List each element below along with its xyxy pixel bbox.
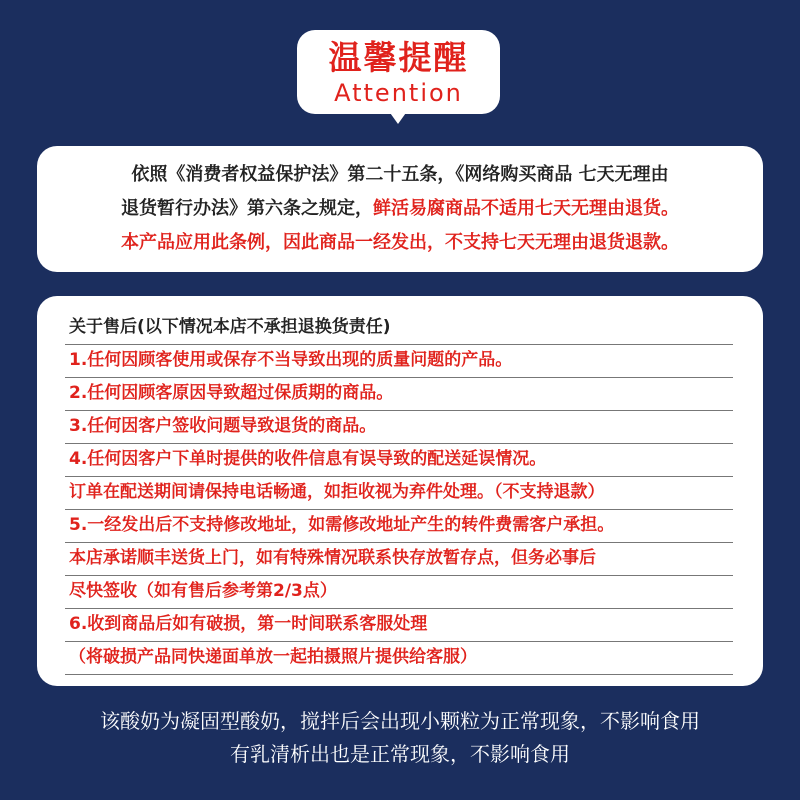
policy-item: 订单在配送期间请保持电话畅通，如拒收视为弃件处理。（不支持退款）	[65, 477, 733, 510]
after-sales-policy-card	[37, 296, 763, 686]
legal-notice-card	[37, 146, 763, 272]
policy-item: 4.任何因客户下单时提供的收件信息有误导致的配送延误情况。	[65, 444, 733, 477]
policy-list	[65, 312, 733, 675]
policy-item: 1.任何因顾客使用或保存不当导致出现的质量问题的产品。	[65, 345, 733, 378]
footer-line-1: 该酸奶为凝固型酸奶，搅拌后会出现小颗粒为正常现象，不影响食用	[100, 709, 700, 733]
policy-item: 本店承诺顺丰送货上门，如有特殊情况联系快存放暂存点，但务必事后	[65, 543, 733, 576]
policy-item: （将破损产品同快递面单放一起拍摄照片提供给客服）	[65, 642, 733, 675]
policy-item: 3.任何因客户签收问题导致退货的商品。	[65, 411, 733, 444]
policy-heading: 关于售后(以下情况本店不承担退换货责任)	[65, 312, 733, 345]
footer-line-2: 有乳清析出也是正常现象，不影响食用	[230, 742, 570, 766]
policy-item: 尽快签收（如有售后参考第2/3点）	[65, 576, 733, 609]
bubble-title: 温馨提醒	[328, 38, 469, 77]
policy-item: 5.一经发出后不支持修改地址，如需修改地址产生的转件费需客户承担。	[65, 510, 733, 543]
notice-line-3: 本产品应用此条例，因此商品一经发出，不支持七天无理由退货退款。	[121, 232, 679, 253]
notice-line-2-highlight: 鲜活易腐商品不适用七天无理由退货。	[373, 198, 679, 219]
notice-line-1: 依照《消费者权益保护法》第二十五条，《网络购买商品 七天无理由	[131, 164, 669, 185]
policy-item: 2.任何因顾客原因导致超过保质期的商品。	[65, 378, 733, 411]
notice-line-2	[37, 196, 763, 222]
bubble-subtitle: Attention	[334, 79, 463, 107]
policy-item: 6.收到商品后如有破损，第一时间联系客服处理	[65, 609, 733, 642]
notice-line-2-text: 退货暂行办法》第六条之规定，	[121, 198, 373, 219]
attention-bubble	[297, 30, 500, 114]
bubble-tail	[388, 110, 408, 124]
